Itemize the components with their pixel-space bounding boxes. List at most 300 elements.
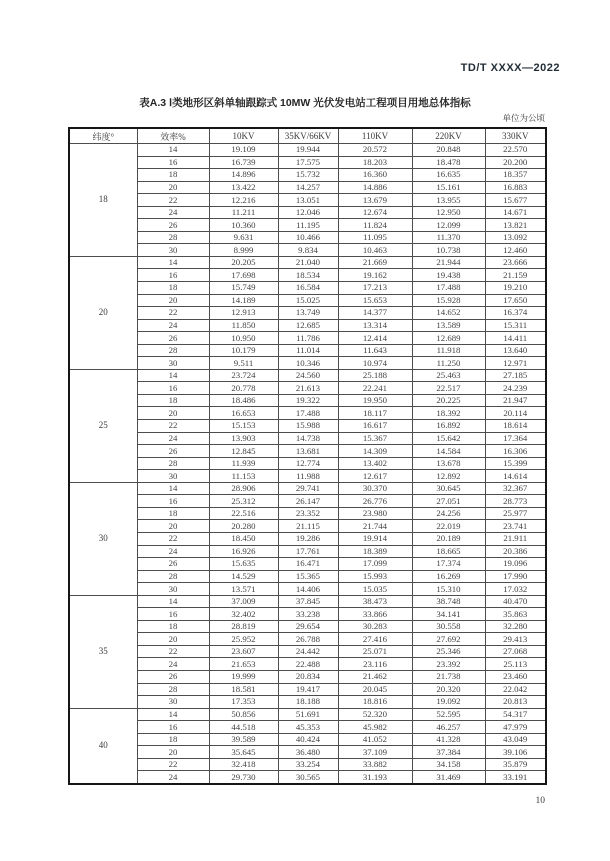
efficiency-cell: 30 (137, 583, 209, 596)
value-cell: 12.099 (412, 219, 485, 232)
column-header-1: 纬度° (69, 128, 137, 144)
efficiency-cell: 14 (137, 256, 209, 269)
value-cell: 15.035 (338, 583, 412, 596)
value-cell: 22.042 (485, 683, 546, 696)
value-cell: 10.950 (209, 332, 278, 345)
efficiency-cell: 20 (137, 181, 209, 194)
value-cell: 16.653 (209, 407, 278, 420)
value-cell: 18.188 (278, 696, 338, 709)
value-cell: 29.413 (485, 633, 546, 646)
value-cell: 14.738 (278, 432, 338, 445)
value-cell: 12.845 (209, 445, 278, 458)
value-cell: 15.310 (412, 583, 485, 596)
efficiency-cell: 16 (137, 495, 209, 508)
value-cell: 32.280 (485, 620, 546, 633)
table-row (69, 332, 546, 345)
table-row (69, 658, 546, 671)
value-cell: 14.614 (485, 470, 546, 483)
table-row (69, 620, 546, 633)
value-cell: 51.691 (278, 708, 338, 721)
header-row (69, 128, 546, 144)
table-row (69, 244, 546, 257)
value-cell: 19.438 (412, 269, 485, 282)
value-cell: 17.650 (485, 294, 546, 307)
table-row (69, 231, 546, 244)
land-use-indicator-table (68, 127, 547, 785)
value-cell: 23.741 (485, 520, 546, 533)
value-cell: 14.257 (278, 181, 338, 194)
value-cell: 16.471 (278, 558, 338, 571)
efficiency-cell: 30 (137, 470, 209, 483)
value-cell: 10.974 (338, 357, 412, 370)
efficiency-cell: 28 (137, 683, 209, 696)
value-cell: 52.595 (412, 708, 485, 721)
unit-note: 单位为公顷 (502, 113, 545, 123)
value-cell: 24.442 (278, 645, 338, 658)
table-row (69, 558, 546, 571)
value-cell: 13.640 (485, 344, 546, 357)
efficiency-cell: 26 (137, 332, 209, 345)
value-cell: 16.926 (209, 545, 278, 558)
value-cell: 11.370 (412, 231, 485, 244)
table-row (69, 683, 546, 696)
value-cell: 23.980 (338, 507, 412, 520)
efficiency-cell: 14 (137, 708, 209, 721)
column-header-4: 35KV/66KV (278, 128, 338, 144)
table-row (69, 696, 546, 709)
value-cell: 12.617 (338, 470, 412, 483)
value-cell: 15.749 (209, 282, 278, 295)
efficiency-cell: 18 (137, 507, 209, 520)
efficiency-cell: 22 (137, 758, 209, 771)
value-cell: 10.360 (209, 219, 278, 232)
value-cell: 16.374 (485, 307, 546, 320)
value-cell: 29.654 (278, 620, 338, 633)
value-cell: 12.689 (412, 332, 485, 345)
value-cell: 34.158 (412, 758, 485, 771)
value-cell: 11.988 (278, 470, 338, 483)
table-row (69, 758, 546, 771)
value-cell: 23.352 (278, 507, 338, 520)
value-cell: 20.114 (485, 407, 546, 420)
value-cell: 32.367 (485, 482, 546, 495)
value-cell: 19.417 (278, 683, 338, 696)
value-cell: 35.863 (485, 608, 546, 621)
value-cell: 20.205 (209, 256, 278, 269)
value-cell: 15.399 (485, 457, 546, 470)
efficiency-cell: 20 (137, 633, 209, 646)
efficiency-cell: 16 (137, 721, 209, 734)
value-cell: 17.488 (412, 282, 485, 295)
efficiency-cell: 14 (137, 482, 209, 495)
value-cell: 37.845 (278, 595, 338, 608)
value-cell: 15.311 (485, 319, 546, 332)
value-cell: 23.666 (485, 256, 546, 269)
value-cell: 15.928 (412, 294, 485, 307)
efficiency-cell: 28 (137, 231, 209, 244)
value-cell: 26.788 (278, 633, 338, 646)
value-cell: 12.892 (412, 470, 485, 483)
table-row (69, 382, 546, 395)
value-cell: 23.607 (209, 645, 278, 658)
value-cell: 15.365 (278, 570, 338, 583)
efficiency-cell: 28 (137, 457, 209, 470)
value-cell: 37.384 (412, 746, 485, 759)
table-row (69, 407, 546, 420)
value-cell: 19.914 (338, 532, 412, 545)
value-cell: 33.882 (338, 758, 412, 771)
value-cell: 38.748 (412, 595, 485, 608)
value-cell: 27.692 (412, 633, 485, 646)
value-cell: 41.052 (338, 733, 412, 746)
table-row (69, 206, 546, 219)
value-cell: 33.254 (278, 758, 338, 771)
value-cell: 18.614 (485, 420, 546, 433)
value-cell: 16.883 (485, 181, 546, 194)
value-cell: 30.370 (338, 482, 412, 495)
efficiency-cell: 26 (137, 670, 209, 683)
latitude-cell: 40 (69, 708, 137, 784)
value-cell: 20.189 (412, 532, 485, 545)
efficiency-cell: 24 (137, 319, 209, 332)
value-cell: 14.584 (412, 445, 485, 458)
value-cell: 17.488 (278, 407, 338, 420)
value-cell: 15.993 (338, 570, 412, 583)
value-cell: 23.392 (412, 658, 485, 671)
value-cell: 11.195 (278, 219, 338, 232)
value-cell: 18.486 (209, 394, 278, 407)
value-cell: 21.462 (338, 670, 412, 683)
value-cell: 30.558 (412, 620, 485, 633)
value-cell: 13.903 (209, 432, 278, 445)
table-row (69, 708, 546, 721)
value-cell: 17.761 (278, 545, 338, 558)
efficiency-cell: 24 (137, 432, 209, 445)
value-cell: 38.473 (338, 595, 412, 608)
value-cell: 33.191 (485, 771, 546, 784)
value-cell: 32.402 (209, 608, 278, 621)
value-cell: 15.161 (412, 181, 485, 194)
efficiency-cell: 22 (137, 420, 209, 433)
efficiency-cell: 26 (137, 219, 209, 232)
value-cell: 29.730 (209, 771, 278, 784)
value-cell: 14.377 (338, 307, 412, 320)
table-title: 表A.3 Ⅰ类地形区斜单轴跟踪式 10MW 光伏发电站工程项目用地总体指标 (139, 97, 471, 109)
value-cell: 18.534 (278, 269, 338, 282)
value-cell: 19.950 (338, 394, 412, 407)
value-cell: 14.886 (338, 181, 412, 194)
efficiency-cell: 24 (137, 206, 209, 219)
value-cell: 17.698 (209, 269, 278, 282)
efficiency-cell: 14 (137, 595, 209, 608)
value-cell: 22.019 (412, 520, 485, 533)
latitude-cell: 35 (69, 595, 137, 708)
value-cell: 13.589 (412, 319, 485, 332)
value-cell: 18.389 (338, 545, 412, 558)
value-cell: 40.424 (278, 733, 338, 746)
value-cell: 21.653 (209, 658, 278, 671)
efficiency-cell: 16 (137, 382, 209, 395)
value-cell: 11.014 (278, 344, 338, 357)
value-cell: 15.153 (209, 420, 278, 433)
table-row (69, 194, 546, 207)
value-cell: 11.939 (209, 457, 278, 470)
value-cell: 19.096 (485, 558, 546, 571)
efficiency-cell: 28 (137, 344, 209, 357)
table-row (69, 721, 546, 734)
value-cell: 13.422 (209, 181, 278, 194)
value-cell: 10.463 (338, 244, 412, 257)
value-cell: 18.392 (412, 407, 485, 420)
value-cell: 21.738 (412, 670, 485, 683)
value-cell: 17.032 (485, 583, 546, 596)
value-cell: 20.320 (412, 683, 485, 696)
value-cell: 27.416 (338, 633, 412, 646)
value-cell: 18.665 (412, 545, 485, 558)
value-cell: 10.466 (278, 231, 338, 244)
value-cell: 13.051 (278, 194, 338, 207)
column-header-6: 220KV (412, 128, 485, 144)
value-cell: 14.529 (209, 570, 278, 583)
value-cell: 31.469 (412, 771, 485, 784)
value-cell: 16.360 (338, 169, 412, 182)
column-header-5: 110KV (338, 128, 412, 144)
column-header-7: 330KV (485, 128, 546, 144)
table-row (69, 156, 546, 169)
value-cell: 23.460 (485, 670, 546, 683)
value-cell: 17.575 (278, 156, 338, 169)
value-cell: 12.685 (278, 319, 338, 332)
table-row (69, 733, 546, 746)
table-row (69, 181, 546, 194)
table-row (69, 457, 546, 470)
efficiency-cell: 20 (137, 746, 209, 759)
table-row (69, 357, 546, 370)
value-cell: 12.216 (209, 194, 278, 207)
table-row (69, 645, 546, 658)
efficiency-cell: 20 (137, 407, 209, 420)
value-cell: 20.386 (485, 545, 546, 558)
value-cell: 21.947 (485, 394, 546, 407)
value-cell: 16.739 (209, 156, 278, 169)
value-cell: 54.317 (485, 708, 546, 721)
value-cell: 18.450 (209, 532, 278, 545)
value-cell: 14.652 (412, 307, 485, 320)
value-cell: 9.834 (278, 244, 338, 257)
value-cell: 13.679 (338, 194, 412, 207)
value-cell: 19.109 (209, 144, 278, 157)
value-cell: 13.955 (412, 194, 485, 207)
value-cell: 12.414 (338, 332, 412, 345)
column-header-2: 效率% (137, 128, 209, 144)
value-cell: 20.778 (209, 382, 278, 395)
value-cell: 50.856 (209, 708, 278, 721)
value-cell: 21.115 (278, 520, 338, 533)
value-cell: 10.179 (209, 344, 278, 357)
table-row (69, 144, 546, 157)
efficiency-cell: 16 (137, 156, 209, 169)
value-cell: 18.357 (485, 169, 546, 182)
value-cell: 21.911 (485, 532, 546, 545)
value-cell: 30.283 (338, 620, 412, 633)
value-cell: 11.095 (338, 231, 412, 244)
efficiency-cell: 14 (137, 144, 209, 157)
table-row (69, 169, 546, 182)
value-cell: 34.141 (412, 608, 485, 621)
value-cell: 15.988 (278, 420, 338, 433)
value-cell: 46.257 (412, 721, 485, 734)
page-number: 10 (535, 796, 545, 806)
value-cell: 12.460 (485, 244, 546, 257)
value-cell: 15.653 (338, 294, 412, 307)
value-cell: 11.250 (412, 357, 485, 370)
value-cell: 16.892 (412, 420, 485, 433)
table-row (69, 545, 546, 558)
efficiency-cell: 24 (137, 771, 209, 784)
value-cell: 15.025 (278, 294, 338, 307)
value-cell: 12.950 (412, 206, 485, 219)
table-row (69, 482, 546, 495)
efficiency-cell: 20 (137, 520, 209, 533)
value-cell: 20.848 (412, 144, 485, 157)
latitude-cell: 30 (69, 482, 137, 595)
value-cell: 18.117 (338, 407, 412, 420)
value-cell: 22.241 (338, 382, 412, 395)
efficiency-cell: 22 (137, 307, 209, 320)
value-cell: 9.511 (209, 357, 278, 370)
value-cell: 30.645 (412, 482, 485, 495)
value-cell: 14.896 (209, 169, 278, 182)
value-cell: 11.918 (412, 344, 485, 357)
value-cell: 16.635 (412, 169, 485, 182)
value-cell: 43.049 (485, 733, 546, 746)
value-cell: 19.286 (278, 532, 338, 545)
efficiency-cell: 26 (137, 445, 209, 458)
value-cell: 20.813 (485, 696, 546, 709)
value-cell: 19.162 (338, 269, 412, 282)
value-cell: 27.068 (485, 645, 546, 658)
value-cell: 26.776 (338, 495, 412, 508)
value-cell: 40.470 (485, 595, 546, 608)
value-cell: 36.480 (278, 746, 338, 759)
value-cell: 44.518 (209, 721, 278, 734)
table-row (69, 595, 546, 608)
efficiency-cell: 24 (137, 658, 209, 671)
value-cell: 25.071 (338, 645, 412, 658)
value-cell: 30.565 (278, 771, 338, 784)
table-row (69, 746, 546, 759)
table-row (69, 307, 546, 320)
table-row (69, 532, 546, 545)
value-cell: 31.193 (338, 771, 412, 784)
efficiency-cell: 18 (137, 169, 209, 182)
column-header-3: 10KV (209, 128, 278, 144)
value-cell: 14.189 (209, 294, 278, 307)
table-row (69, 344, 546, 357)
value-cell: 14.671 (485, 206, 546, 219)
value-cell: 25.188 (338, 369, 412, 382)
table-row (69, 608, 546, 621)
value-cell: 18.478 (412, 156, 485, 169)
value-cell: 10.346 (278, 357, 338, 370)
value-cell: 22.517 (412, 382, 485, 395)
efficiency-cell: 22 (137, 194, 209, 207)
efficiency-cell: 20 (137, 294, 209, 307)
table-row (69, 507, 546, 520)
value-cell: 22.570 (485, 144, 546, 157)
efficiency-cell: 18 (137, 282, 209, 295)
value-cell: 25.113 (485, 658, 546, 671)
value-cell: 22.488 (278, 658, 338, 671)
efficiency-cell: 18 (137, 733, 209, 746)
value-cell: 35.645 (209, 746, 278, 759)
value-cell: 15.677 (485, 194, 546, 207)
value-cell: 16.269 (412, 570, 485, 583)
value-cell: 12.674 (338, 206, 412, 219)
value-cell: 17.374 (412, 558, 485, 571)
value-cell: 21.040 (278, 256, 338, 269)
efficiency-cell: 26 (137, 558, 209, 571)
value-cell: 13.678 (412, 457, 485, 470)
value-cell: 37.109 (338, 746, 412, 759)
value-cell: 27.051 (412, 495, 485, 508)
value-cell: 15.732 (278, 169, 338, 182)
value-cell: 24.256 (412, 507, 485, 520)
efficiency-cell: 16 (137, 269, 209, 282)
value-cell: 24.560 (278, 369, 338, 382)
value-cell: 24.239 (485, 382, 546, 395)
value-cell: 21.669 (338, 256, 412, 269)
value-cell: 19.999 (209, 670, 278, 683)
value-cell: 11.850 (209, 319, 278, 332)
value-cell: 19.092 (412, 696, 485, 709)
value-cell: 13.749 (278, 307, 338, 320)
value-cell: 11.211 (209, 206, 278, 219)
value-cell: 19.944 (278, 144, 338, 157)
value-cell: 14.411 (485, 332, 546, 345)
latitude-cell: 18 (69, 144, 137, 257)
table-row (69, 282, 546, 295)
value-cell: 21.944 (412, 256, 485, 269)
value-cell: 16.306 (485, 445, 546, 458)
value-cell: 25.463 (412, 369, 485, 382)
table-row (69, 432, 546, 445)
value-cell: 25.952 (209, 633, 278, 646)
value-cell: 14.406 (278, 583, 338, 596)
value-cell: 20.834 (278, 670, 338, 683)
efficiency-cell: 18 (137, 394, 209, 407)
value-cell: 8.999 (209, 244, 278, 257)
doc-number: TD/T XXXX—2022 (460, 62, 560, 74)
value-cell: 18.203 (338, 156, 412, 169)
table-row (69, 394, 546, 407)
value-cell: 21.744 (338, 520, 412, 533)
efficiency-cell: 30 (137, 244, 209, 257)
table-row (69, 294, 546, 307)
value-cell: 47.979 (485, 721, 546, 734)
value-cell: 19.322 (278, 394, 338, 407)
value-cell: 19.210 (485, 282, 546, 295)
value-cell: 15.635 (209, 558, 278, 571)
table-row (69, 633, 546, 646)
value-cell: 11.153 (209, 470, 278, 483)
value-cell: 17.213 (338, 282, 412, 295)
value-cell: 12.971 (485, 357, 546, 370)
value-cell: 13.092 (485, 231, 546, 244)
table-row (69, 771, 546, 784)
value-cell: 45.353 (278, 721, 338, 734)
table-row (69, 445, 546, 458)
